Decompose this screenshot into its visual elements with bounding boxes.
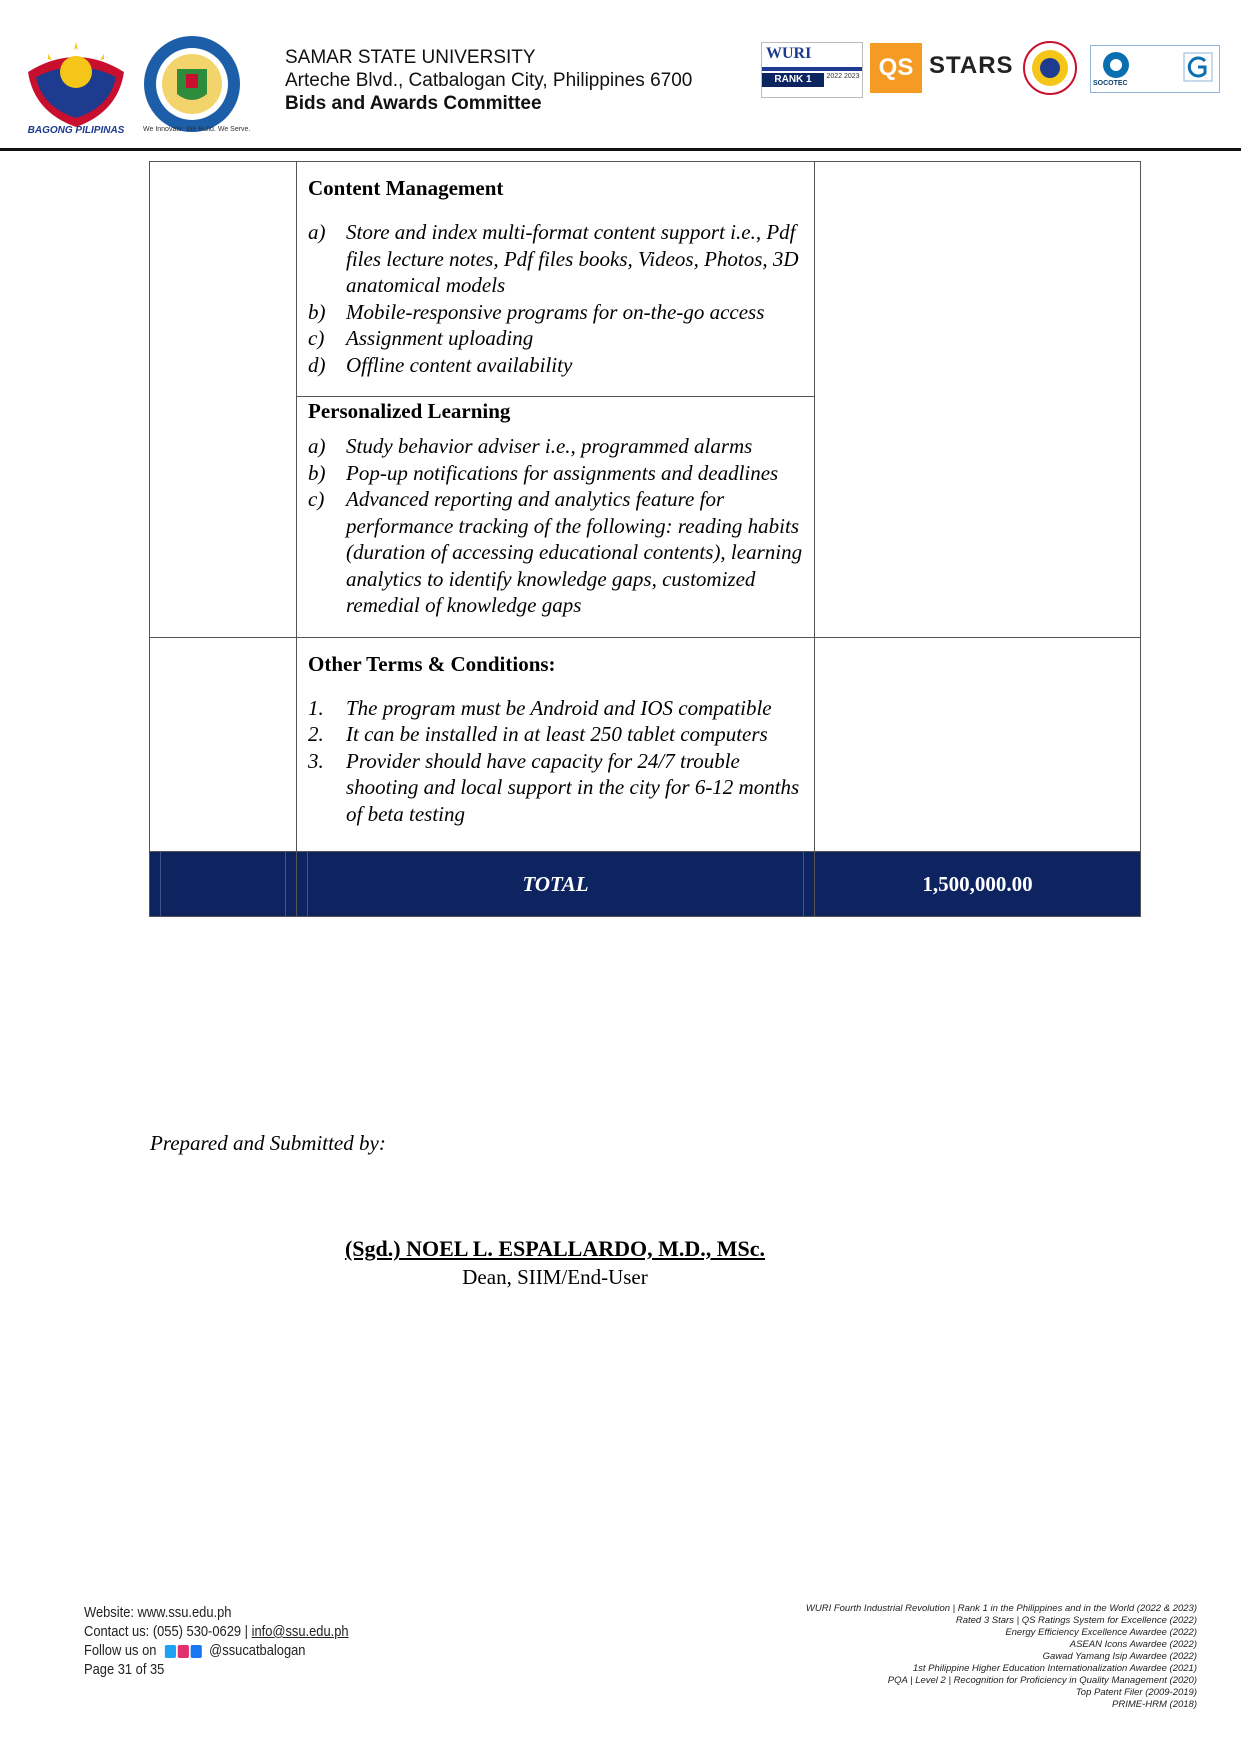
award-seal-icon <box>1022 40 1078 96</box>
award-line: PQA | Level 2 | Recognition for Proficiency in Quality Management (2020) <box>887 1675 1197 1686</box>
award-line: Rated 3 Stars | QS Ratings System for Excellence (2022) <box>955 1615 1197 1626</box>
specification-table <box>149 161 1141 917</box>
list-item: c) Advanced reporting and analytics feature for performance tracking of the following: reading habits (duration of accessing educational contents), learning analytics to identify knowledge gaps, customized remedial of knowledge gaps <box>308 487 803 617</box>
list-item: d) Offline content availability <box>308 352 573 377</box>
total-label: TOTAL <box>522 871 589 896</box>
signatory-title: Dean, SIIM/End-User <box>462 1265 648 1289</box>
socotec-iso-badge: SOCOTEC <box>1090 45 1220 93</box>
prepared-by-label: Prepared and Submitted by: <box>150 1131 386 1155</box>
award-line: PRIME-HRM (2018) <box>1112 1699 1197 1710</box>
qs-stars-label: STARS <box>929 52 1014 79</box>
footer-contact <box>84 1603 349 1679</box>
header-rule <box>0 148 1241 151</box>
section-personalized-learning <box>297 396 814 637</box>
letterhead <box>0 0 1241 152</box>
section-heading: Personalized Learning <box>308 399 511 423</box>
institution-name: SAMAR STATE UNIVERSITY <box>285 47 536 68</box>
amount-cell <box>815 637 1141 852</box>
facebook-icon[interactable] <box>191 1645 202 1658</box>
award-line: 1st Philippine Higher Education Internationalization Awardee (2021) <box>912 1663 1197 1674</box>
award-line: ASEAN Icons Awardee (2022) <box>1069 1639 1197 1650</box>
list-item: 1. The program must be Android and IOS compatible <box>308 695 772 720</box>
section-heading: Content Management <box>308 176 504 200</box>
total-row <box>150 852 1141 917</box>
section-list <box>308 433 804 619</box>
qs-logo: QS <box>870 43 922 93</box>
institution-block <box>285 46 692 115</box>
section-heading: Other Terms & Conditions: <box>308 651 556 676</box>
award-line: Energy Efficiency Excellence Awardee (2022) <box>1005 1627 1197 1638</box>
footer-email-link[interactable]: info@ssu.edu.ph <box>251 1623 349 1640</box>
list-item: b) Pop-up notifications for assignments and deadlines <box>308 460 779 485</box>
page-number: Page 31 of 35 <box>84 1661 165 1678</box>
section-list <box>308 219 804 378</box>
list-item: 3. Provider should have capacity for 24/7 trouble shooting and local support in the city for 6-12 months of beta testing <box>308 748 800 826</box>
certification-g-icon <box>1183 52 1213 82</box>
total-blank-cell <box>150 852 297 917</box>
award-line: WURI Fourth Industrial Revolution | Rank 1 in the Philippines and in the World (2022 & 2023) <box>805 1603 1197 1614</box>
item-cell <box>150 637 297 852</box>
socotec-icon <box>1101 50 1131 80</box>
specification-cell <box>297 162 815 638</box>
section-content-management <box>297 162 814 396</box>
institution-address: Arteche Blvd., Catbalogan City, Philippines 6700 <box>285 70 693 91</box>
specification-cell <box>297 637 815 852</box>
section-list <box>308 695 804 828</box>
twitter-icon[interactable] <box>165 1645 176 1658</box>
list-item: a) Study behavior adviser i.e., programmed alarms <box>308 434 753 458</box>
list-item: b) Mobile-responsive programs for on-the-go access <box>308 299 765 324</box>
total-value-cell <box>815 852 1141 917</box>
footer-contact-line: Contact us: (055) 530-0629 | info@ssu.edu.ph <box>84 1623 349 1640</box>
list-item: 2. It can be installed in at least 250 tablet computers <box>308 722 768 746</box>
list-item: a) Store and index multi-format content support i.e., Pdf files lecture notes, Pdf files books, Videos, Photos, 3D anatomical models <box>308 220 799 297</box>
social-handle: @ssucatbalogan <box>209 1642 306 1659</box>
wurj-badge: WURI RANK 1 2022 2023 <box>761 42 863 98</box>
table-row <box>150 637 1141 852</box>
total-label-cell <box>297 852 815 917</box>
bagong-pilipinas-label: BAGONG PILIPINAS <box>27 125 125 136</box>
signatory-name: (Sgd.) NOEL L. ESPALLARDO, M.D., MSc. <box>344 1236 766 1261</box>
item-cell <box>150 162 297 638</box>
footer-social-line: Follow us on @ssucatbalogan <box>84 1642 306 1659</box>
section-terms-conditions <box>297 638 814 852</box>
amount-cell <box>815 162 1141 638</box>
award-line: Top Patent Filer (2009-2019) <box>1075 1687 1197 1698</box>
footer-awards <box>677 1603 1197 1711</box>
list-item: c) Assignment uploading <box>308 326 534 350</box>
award-line: Gawad Yamang Isip Awardee (2022) <box>1042 1651 1197 1662</box>
social-icons <box>165 1645 202 1658</box>
ssu-tagline: We Innovate. We Build. We Serve. <box>143 126 251 133</box>
committee-name: Bids and Awards Committee <box>285 93 542 114</box>
instagram-icon[interactable] <box>178 1645 189 1658</box>
footer-website[interactable]: Website: www.ssu.edu.ph <box>84 1604 232 1621</box>
total-value: 1,500,000.00 <box>922 871 1033 896</box>
ssu-seal-logo <box>142 34 242 134</box>
table-row <box>150 162 1141 638</box>
